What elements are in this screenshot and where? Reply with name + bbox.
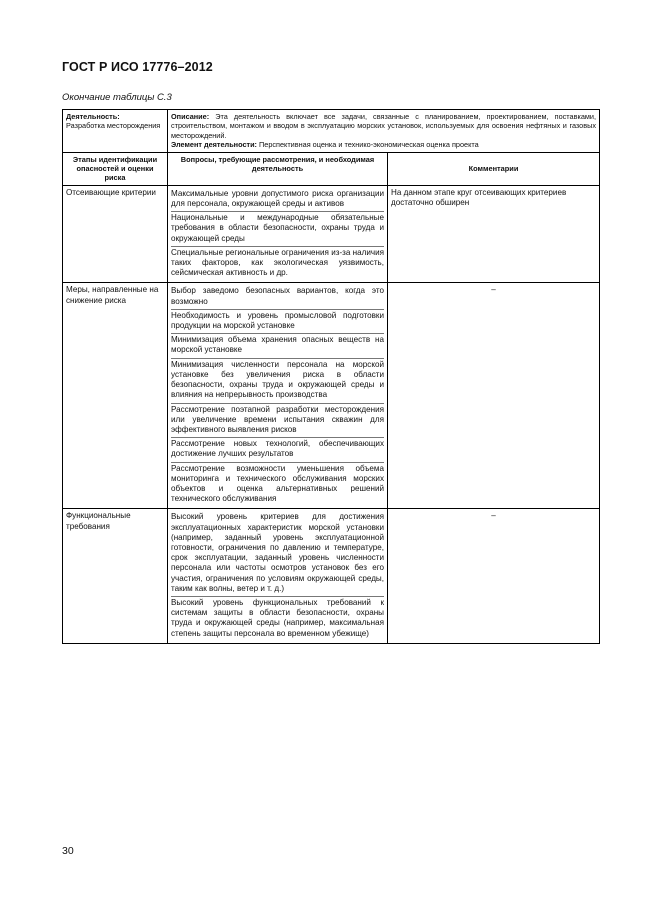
stage-cell: Отсеивающие критерии: [63, 185, 168, 283]
element-text: Перспективная оценка и технико-экономическая оценка проекта: [259, 140, 479, 150]
activity-label: Деятельность:: [66, 112, 120, 121]
question-item: Минимизация численности персонала на морской установке без увеличения риска в области безопасности, охраны труда и окружающей среды и влияния на непрерывность производства: [171, 359, 384, 404]
question-item: Максимальные уровни допустимого риска организации для персонала, окружающей среды и активов: [171, 188, 384, 212]
question-item: Выбор заведомо безопасных вариантов, когда это возможно: [171, 285, 384, 309]
question-item: Рассмотрение возможности уменьшения объема мониторинга и технического обслуживания морских объектов и оценка альтернативных решений технического обслуживания: [171, 463, 384, 504]
questions-cell: [168, 283, 388, 509]
comment-cell: На данном этапе круг отсеивающих критериев достаточно обширен: [388, 185, 600, 283]
element-label: Элемент деятельности:: [171, 140, 257, 150]
question-item: Специальные региональные ограничения из-за наличия таких факторов, как экологическая уязвимость, сейсмическая активность и др.: [171, 247, 384, 278]
comment-cell: –: [388, 509, 600, 643]
stage-cell: Функциональные требования: [63, 509, 168, 643]
questions-cell: [168, 509, 388, 643]
questions-cell: [168, 185, 388, 283]
column-header-questions: Вопросы, требующие рассмотрения, и необходимая деятельность: [168, 152, 388, 185]
question-item: Рассмотрение поэтапной разработки месторождения или увеличение времени испытания скважин для эффективного выявления рисков: [171, 404, 384, 439]
column-header-row: [63, 152, 600, 185]
question-item: Минимизация объема хранения опасных веществ на морской установке: [171, 334, 384, 358]
description-label: Описание:: [171, 112, 210, 121]
activity-value: Разработка месторождения: [66, 121, 161, 131]
description-cell: [168, 110, 600, 153]
column-header-comments: Комментарии: [388, 152, 600, 185]
page-number: 30: [62, 845, 74, 857]
activity-cell: [63, 110, 168, 153]
table-row: [63, 509, 600, 643]
table-row: [63, 185, 600, 283]
table-c3: [62, 109, 600, 644]
document-code: ГОСТ Р ИСО 17776–2012: [62, 60, 213, 74]
table-caption: Окончание таблицы С.3: [62, 92, 172, 103]
question-item: Необходимость и уровень промысловой подготовки продукции на морской установке: [171, 310, 384, 334]
intro-row: [63, 110, 600, 153]
column-header-stage: Этапы идентификации опасностей и оценки риска: [63, 152, 168, 185]
description-text: Эта деятельность включает все задачи, связанные с планированием, проектированием, поставками, строительством, монтажом и вводом в эксплуатацию морских установок, используемых для освоения нефтяных и газовых месторождений.: [171, 112, 597, 140]
stage-cell: Меры, направленные на снижение риска: [63, 283, 168, 509]
question-item: Рассмотрение новых технологий, обеспечивающих достижение лучших результатов: [171, 438, 384, 462]
question-item: Высокий уровень функциональных требований к системам защиты в области безопасности, охраны труда и окружающей среды (например, максимальная степень защиты персонала во временном убежище): [171, 597, 384, 638]
question-item: Высокий уровень критериев для достижения эксплуатационных характеристик морской установки (например, заданный уровень эксплуатационной готовности, ограничения по давлению и температуре, срок эксплуатации, заданный уровень численности персонала или частоты осмотров установок без его участия, ограничения по условиям окружающей среды, таким как волны, ветер и т. д.): [171, 511, 384, 597]
table-row: [63, 283, 600, 509]
comment-cell: –: [388, 283, 600, 509]
question-item: Национальные и международные обязательные требования в области безопасности, охраны труда и окружающей среды: [171, 212, 384, 247]
